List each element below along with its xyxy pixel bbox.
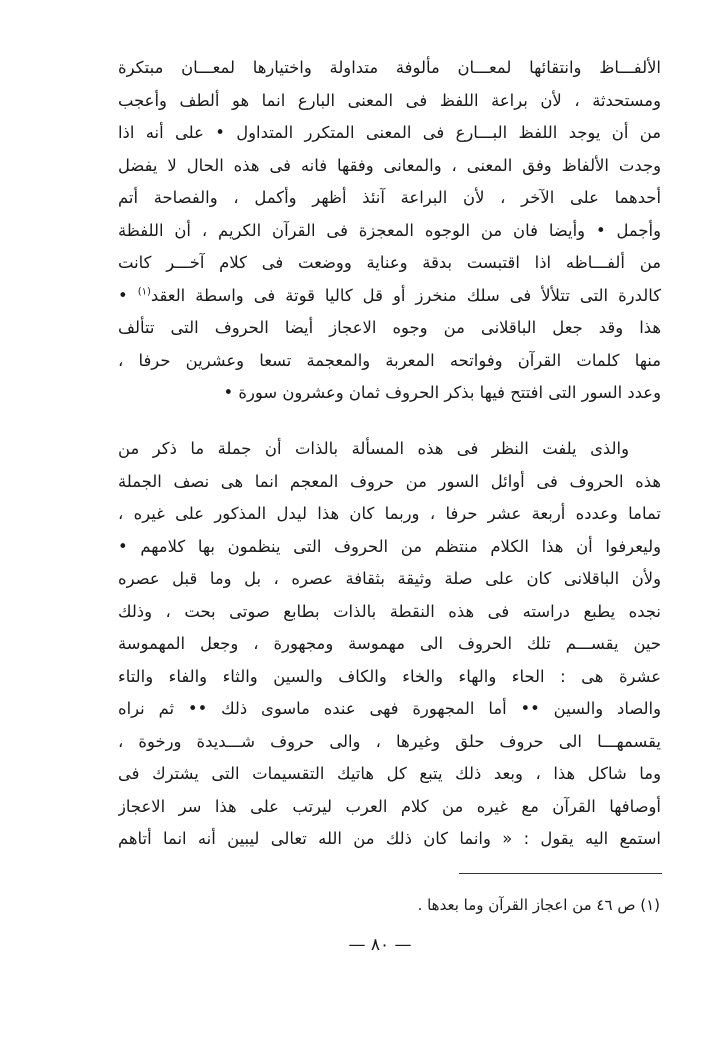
text-line: من أن يوجد اللفظ البـــارع فى المعنى المتكرر المتداول • على أنه اذا bbox=[118, 123, 661, 142]
text-line-body: كالدرة التى تتلألأ فى سلك منخرز أو قل كاليا قوتة فى واسطة العقد bbox=[150, 285, 661, 305]
text-line: والذى يلفت النظر فى هذه المسألة بالذات أن جملة ما ذكر من bbox=[118, 439, 629, 458]
text-line: حين يقســـم تلك الحروف الى مهموسة ومجهورة ، وجعل المهموسة bbox=[118, 634, 661, 653]
text-line: أحدهما على الآخر ، لأن البراعة آنئذ أظهر وأكمل ، والفصاحة أتم bbox=[118, 188, 661, 207]
text-line: وما شاكل هذا ، وبعد ذلك يتبع كل هاتيك التقسيمات التى يشترك فى bbox=[118, 764, 661, 783]
text-line: هذه الحروف فى أوائل السور من حروف المعجم انما هى نصف الجملة bbox=[118, 471, 661, 491]
footnote-marker: (١) bbox=[137, 286, 151, 298]
text-line-end: • bbox=[118, 285, 138, 305]
paragraph-2 bbox=[118, 433, 661, 856]
text-line: عشرة هى : الحاء والهاء والخاء والكاف والسين والثاء والفاء والتاء bbox=[118, 666, 661, 686]
text-line: استمع اليه يقول : « وانما كان ذلك من الله تعالى ليبين أنه انما أتاهم bbox=[118, 829, 661, 848]
footnote: (١) ص ٤٦ من اعجاز القرآن وما بعدها . bbox=[417, 896, 660, 914]
text-line: منها كلمات القرآن وفواتحه المعربة والمعجمة تسعا وعشرين حرفا ، bbox=[118, 350, 661, 370]
text-line: وجدت الألفاظ وفق المعنى ، والمعانى وفقها فانه فى هذه الحال لا يفضل bbox=[118, 155, 661, 175]
text-line: وعدد السور التى افتتح فيها بذكر الحروف ثمان وعشرون سورة • bbox=[223, 383, 661, 402]
text-line: والصاد والسين •• أما المجهورة فهى عنده ماسوى ذلك •• ثم نراه bbox=[118, 699, 661, 718]
text-line: يقسمهـــا الى حروف حلق وغيرها ، والى حروف شـــديدة ورخوة ، bbox=[118, 731, 661, 751]
text-line: من ألفـــاظه اذا اقتبست بدقة وعناية ووضعت فى كلام آخـــر كانت bbox=[118, 253, 661, 272]
footnote-divider bbox=[459, 873, 662, 874]
text-line: ولأن الباقلانى كان على صلة وثيقة بثقافة عصره ، بل وما قبل عصره bbox=[118, 569, 661, 588]
text-line: وليعرفوا أن هذا الكلام منتظم من الحروف التى ينظمون بها كلامهم • bbox=[118, 536, 661, 556]
text-line: ومستحدثة ، لأن براعة اللفظ فى المعنى البارع انما هو ألطف وأعجب bbox=[118, 90, 661, 110]
page-number: — ٨٠ — bbox=[348, 935, 412, 955]
text-line-with-footnote bbox=[118, 280, 661, 313]
text-line: هذا وقد جعل الباقلانى من وجوه الاعجاز أيضا الحروف التى تتألف bbox=[118, 318, 661, 337]
paragraph-1 bbox=[118, 52, 661, 410]
text-line: أوصافها القرآن مع غيره من كلام العرب ليرتب على هذا سر الاعجاز bbox=[118, 796, 661, 816]
text-line: وأجمل • وأيضا فان من الوجوه المعجزة فى القرآن الكريم ، أن اللفظة bbox=[118, 220, 661, 240]
text-line: الألفـــاظ وانتقائها لمعـــان مألوفة متداولة واختيارها لمعـــان مبتكرة bbox=[118, 58, 661, 77]
text-line: تماما وعدده أربعة عشر حرفا ، وربما كان هذا ليدل المذكور على غيره ، bbox=[118, 504, 661, 523]
text-line: نجده يطبع دراسته فى هذه النقطة بالذات بطابع صوتى بحت ، وذلك bbox=[118, 601, 661, 621]
